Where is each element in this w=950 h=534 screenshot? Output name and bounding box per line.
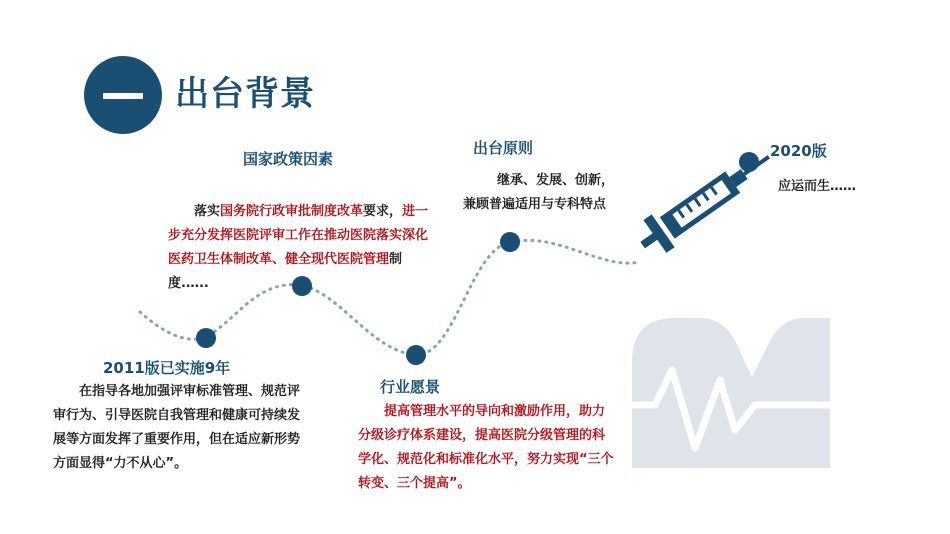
- national-text-red2: 进一步充分发挥医院评审工作在推动医院落实深化医药卫生体制改革、健全现代医院管理: [168, 204, 429, 267]
- principle-line2: 兼顾普遍适用与专科特点: [463, 197, 607, 212]
- edition-2011-heading: 2011版已实施9年: [103, 359, 231, 377]
- national-text-prefix: 落实: [194, 204, 221, 219]
- timeline-node-2020: [739, 152, 759, 172]
- national-text-red1: 国务院行政审批制度改革: [220, 204, 364, 219]
- timeline-node-industry: [406, 345, 426, 365]
- timeline-node-principle: [500, 232, 520, 252]
- national-policy-text: [168, 200, 436, 296]
- national-policy-heading: 国家政策因素: [243, 150, 334, 168]
- national-text-mid: 要求，: [363, 204, 403, 219]
- timeline-node-2011: [196, 328, 216, 348]
- heartbeat-m-logo-icon: [632, 318, 830, 468]
- page-title: 出台背景: [175, 74, 315, 114]
- section-number-dash: [103, 93, 143, 99]
- industry-vision-text: 提高管理水平的导向和激励作用，助力分级诊疗体系建设，提高医院分级管理的科学化、规范化和标准化水平，努力实现“三个转变、三个提高”。: [358, 404, 614, 491]
- principle-line1: 继承、发展、创新，: [497, 173, 615, 188]
- industry-vision-heading: 行业愿景: [380, 378, 441, 396]
- principle-heading: 出台原则: [473, 139, 534, 157]
- national-text-suffix: 制度.…..: [168, 252, 403, 291]
- edition-2011-text: 在指导各地加强评审标准管理、规范评审行为、引导医院自我管理和健康可持续发展等方面发挥了重要作用，但在适应新形势方面显得“力不从心”。: [53, 384, 301, 471]
- edition-2020-heading: 2020版: [770, 142, 827, 160]
- edition-2020-text: 应运而生……: [778, 179, 857, 194]
- section-number-badge: [84, 56, 162, 134]
